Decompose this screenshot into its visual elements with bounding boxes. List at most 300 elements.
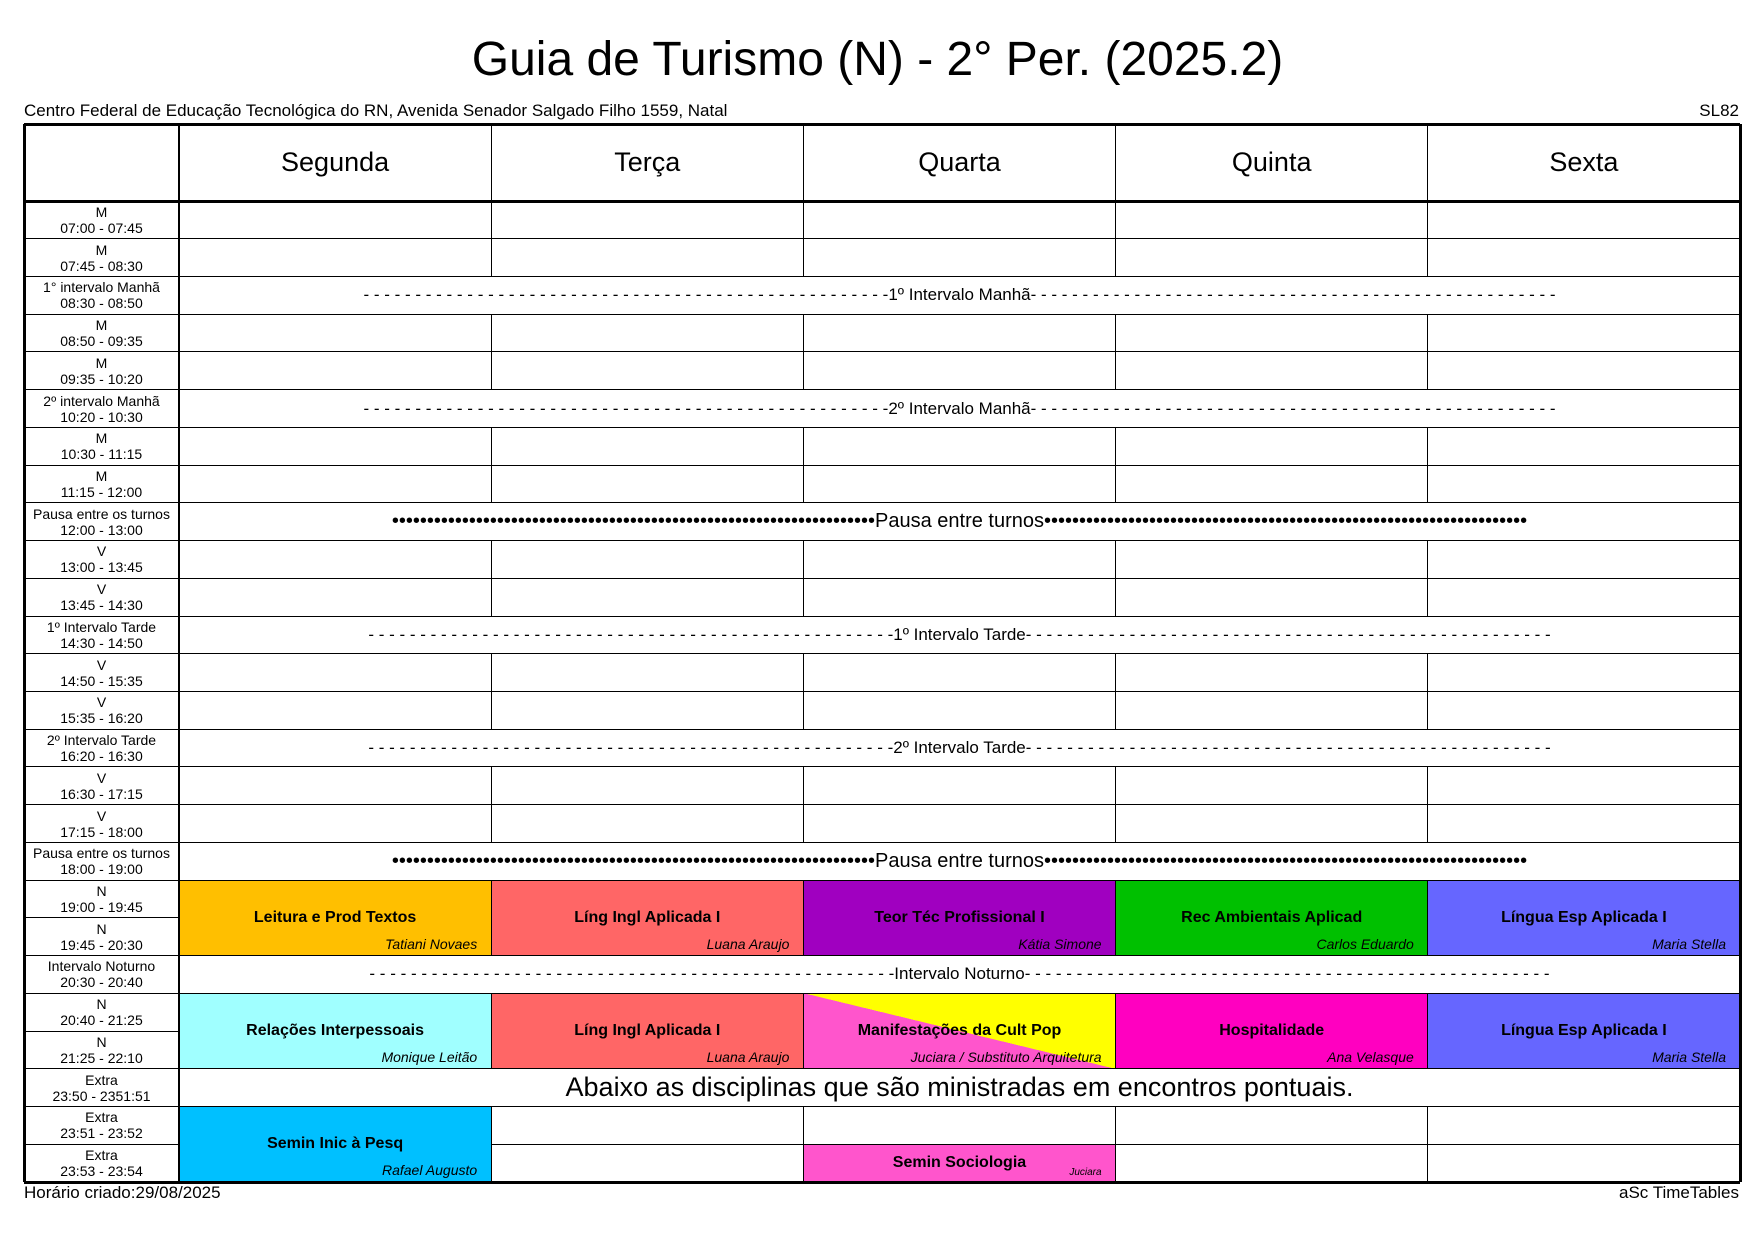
grid-line bbox=[1427, 767, 1428, 805]
day-header-3: Quinta bbox=[1231, 147, 1312, 177]
grid-line bbox=[1115, 1107, 1116, 1145]
dash-leader: - - - - - - - - - - - - - - - - - - - - - - - - - - - - - - - - - - - - - - - - - - - - - - - - - - - bbox=[369, 964, 895, 984]
grid-line bbox=[803, 691, 1115, 692]
lesson-teacher: Maria Stella bbox=[1652, 1048, 1726, 1065]
break-label: 2º Intervalo Tarde bbox=[893, 738, 1026, 758]
grid-line bbox=[491, 238, 803, 239]
grid-line bbox=[179, 238, 491, 239]
grid-line bbox=[803, 465, 1115, 466]
grid-line bbox=[1428, 578, 1740, 579]
grid-line bbox=[179, 276, 491, 277]
grid-line bbox=[1116, 653, 1428, 654]
period-time: 23:50 - 2351:51 bbox=[52, 1087, 151, 1104]
grid-line bbox=[1115, 993, 1116, 1031]
grid-line bbox=[1427, 1031, 1428, 1069]
break-row bbox=[179, 956, 1740, 994]
grid-line bbox=[1116, 880, 1428, 881]
period-time: 13:45 - 14:30 bbox=[60, 597, 143, 614]
grid-line bbox=[179, 842, 491, 843]
break-row bbox=[179, 390, 1740, 428]
grid-line bbox=[1427, 352, 1428, 390]
grid-line bbox=[1115, 654, 1116, 692]
grid-line bbox=[1427, 124, 1428, 201]
grid-line bbox=[1115, 767, 1116, 805]
lesson-subject: Semin Inic à Pesq bbox=[267, 1135, 404, 1153]
grid-line bbox=[24, 1068, 179, 1069]
grid-line bbox=[24, 993, 179, 994]
break-row bbox=[179, 729, 1740, 767]
grid-line bbox=[491, 578, 492, 616]
lesson-teacher: Luana Araujo bbox=[706, 1048, 790, 1065]
lesson-subject: Língua Esp Aplicada I bbox=[1501, 908, 1667, 926]
grid-line bbox=[24, 465, 179, 466]
grid-line bbox=[491, 389, 803, 390]
grid-line bbox=[1427, 692, 1428, 730]
grid-line bbox=[491, 502, 803, 503]
time-label bbox=[24, 541, 179, 579]
grid-line bbox=[803, 540, 1115, 541]
grid-line bbox=[179, 427, 491, 428]
grid-line bbox=[1427, 918, 1428, 956]
time-label bbox=[24, 805, 179, 843]
grid-line bbox=[1427, 578, 1428, 616]
grid-line bbox=[24, 955, 179, 956]
lesson-subject: Língua Esp Aplicada I bbox=[1501, 1022, 1667, 1040]
grid-line bbox=[1116, 389, 1428, 390]
grid-line bbox=[1115, 124, 1116, 201]
grid-line bbox=[803, 692, 804, 730]
time-label bbox=[24, 616, 179, 654]
period-time: 21:25 - 22:10 bbox=[60, 1049, 143, 1066]
period-name: N bbox=[96, 883, 107, 899]
grid-line bbox=[1428, 955, 1740, 956]
lesson-cell[interactable] bbox=[1428, 880, 1740, 955]
grid-line bbox=[1428, 540, 1740, 541]
extra-banner: Abaixo as disciplinas que são ministradas em encontros pontuais. bbox=[565, 1072, 1354, 1103]
break-row bbox=[179, 276, 1740, 314]
grid-line bbox=[1115, 352, 1116, 390]
grid-line bbox=[179, 1106, 491, 1107]
lesson-teacher: Tatiani Novaes bbox=[385, 935, 478, 952]
grid-line bbox=[803, 314, 1115, 315]
period-time: 19:45 - 20:30 bbox=[60, 936, 143, 953]
grid-line bbox=[1116, 1068, 1428, 1069]
grid-line bbox=[491, 880, 492, 918]
grid-line bbox=[1116, 842, 1428, 843]
grid-line bbox=[1115, 427, 1116, 465]
grid-line bbox=[24, 200, 1740, 203]
grid-line bbox=[24, 729, 179, 730]
grid-line bbox=[1116, 766, 1428, 767]
grid-line bbox=[1428, 653, 1740, 654]
lesson-cell[interactable] bbox=[491, 880, 803, 955]
grid-line bbox=[1427, 427, 1428, 465]
grid-line bbox=[24, 1144, 179, 1145]
lesson-cell[interactable] bbox=[803, 880, 1115, 955]
grid-line bbox=[1428, 351, 1740, 352]
grid-line bbox=[491, 465, 803, 466]
grid-line bbox=[179, 314, 491, 315]
grid-line bbox=[1115, 692, 1116, 730]
period-time: 08:50 - 09:35 bbox=[60, 333, 143, 350]
period-name: M bbox=[95, 203, 108, 220]
grid-line bbox=[491, 955, 803, 956]
period-time: 07:45 - 08:30 bbox=[60, 257, 143, 274]
grid-line bbox=[1428, 880, 1740, 881]
grid-line bbox=[178, 124, 180, 1182]
period-name: V bbox=[96, 656, 107, 673]
grid-line bbox=[1428, 616, 1740, 617]
lesson-subject: Líng Ingl Aplicada I bbox=[574, 1022, 721, 1040]
period-time: 12:00 - 13:00 bbox=[60, 521, 143, 538]
grid-line bbox=[803, 1106, 1115, 1107]
lesson-cell[interactable] bbox=[179, 993, 491, 1068]
grid-line bbox=[803, 766, 1115, 767]
grid-line bbox=[803, 993, 1115, 994]
dot-leader: ••••••••••••••••••••••••••••••••••••••••••••••••••••••••••••••••••••• bbox=[391, 849, 875, 872]
grid-line bbox=[803, 653, 1115, 654]
grid-line bbox=[24, 880, 179, 881]
period-name: Pausa entre os turnos bbox=[33, 845, 170, 862]
grid-line bbox=[491, 993, 803, 994]
grid-line bbox=[179, 729, 491, 730]
grid-line bbox=[179, 502, 491, 503]
lesson-teacher: Monique Leitão bbox=[381, 1048, 478, 1065]
grid-line bbox=[179, 616, 491, 617]
grid-line bbox=[24, 616, 179, 617]
time-label bbox=[24, 918, 179, 956]
period-time: 19:00 - 19:45 bbox=[60, 899, 143, 915]
grid-line bbox=[24, 804, 179, 805]
period-name: M bbox=[95, 354, 108, 371]
grid-line bbox=[1116, 691, 1428, 692]
grid-line bbox=[803, 880, 1115, 881]
grid-line bbox=[24, 502, 179, 503]
grid-line bbox=[1115, 314, 1116, 352]
grid-line bbox=[491, 201, 492, 239]
grid-line bbox=[803, 427, 804, 465]
time-label bbox=[24, 239, 179, 277]
grid-line bbox=[803, 578, 1115, 579]
grid-line bbox=[491, 993, 492, 1031]
dot-leader: ••••••••••••••••••••••••••••••••••••••••••••••••••••••••••••••••••••• bbox=[1044, 849, 1528, 872]
dash-leader: - - - - - - - - - - - - - - - - - - - - - - - - - - - - - - - - - - - - - - - - - - - - - - - - - - - bbox=[1025, 624, 1551, 644]
lesson-teacher: Ana Velasque bbox=[1327, 1048, 1414, 1065]
grid-line bbox=[491, 578, 803, 579]
grid-line bbox=[1116, 729, 1428, 730]
lesson-cell[interactable] bbox=[803, 1144, 1115, 1182]
grid-line bbox=[1427, 880, 1428, 918]
period-name: Extra bbox=[85, 1071, 118, 1088]
period-name: N bbox=[96, 996, 107, 1013]
grid-line bbox=[491, 767, 492, 805]
period-name: M bbox=[95, 467, 108, 484]
grid-line bbox=[1116, 1144, 1428, 1145]
grid-line bbox=[179, 465, 491, 466]
created-date: Horário criado:29/08/2025 bbox=[24, 1183, 221, 1202]
grid-line bbox=[24, 238, 179, 239]
lesson-teacher: Carlos Eduardo bbox=[1316, 935, 1414, 952]
period-name: 1º Intervalo Tarde bbox=[46, 618, 157, 635]
grid-line bbox=[23, 124, 26, 1182]
grid-line bbox=[491, 691, 803, 692]
dash-leader: - - - - - - - - - - - - - - - - - - - - - - - - - - - - - - - - - - - - - - - - - - - - - - - - - - - bbox=[363, 398, 889, 418]
grid-line bbox=[179, 389, 491, 390]
grid-line bbox=[803, 427, 1115, 428]
grid-line bbox=[803, 955, 1115, 956]
grid-line bbox=[803, 1144, 1115, 1145]
grid-line bbox=[24, 123, 1740, 126]
grid-line bbox=[24, 389, 179, 390]
grid-line bbox=[1116, 1106, 1428, 1107]
grid-line bbox=[179, 880, 491, 881]
grid-line bbox=[1116, 276, 1428, 277]
time-label bbox=[24, 654, 179, 692]
grid-line bbox=[1427, 541, 1428, 579]
time-label bbox=[24, 1107, 179, 1145]
period-time: 07:00 - 07:45 bbox=[60, 219, 143, 236]
lesson-cell[interactable] bbox=[1116, 880, 1428, 955]
dash-leader: - - - - - - - - - - - - - - - - - - - - - - - - - - - - - - - - - - - - - - - - - - - - - - - - - - - bbox=[1025, 738, 1551, 758]
grid-line bbox=[491, 427, 803, 428]
grid-line bbox=[1115, 918, 1116, 956]
lesson-cell[interactable] bbox=[803, 993, 1115, 1068]
grid-line bbox=[179, 1068, 491, 1069]
grid-line bbox=[491, 729, 803, 730]
grid-line bbox=[1116, 465, 1428, 466]
dash-leader: - - - - - - - - - - - - - - - - - - - - - - - - - - - - - - - - - - - - - - - - - - - - - - - - - - - bbox=[368, 624, 894, 644]
period-name: V bbox=[96, 807, 107, 824]
grid-line bbox=[1116, 804, 1428, 805]
grid-line bbox=[491, 351, 803, 352]
grid-line bbox=[1115, 201, 1116, 239]
pause-row bbox=[179, 842, 1740, 880]
grid-line bbox=[1116, 993, 1428, 994]
day-header-0: Segunda bbox=[281, 147, 390, 177]
lesson-cell[interactable] bbox=[1428, 993, 1740, 1068]
grid-line bbox=[1427, 654, 1428, 692]
time-label bbox=[24, 1031, 179, 1069]
grid-line bbox=[803, 1031, 804, 1069]
grid-line bbox=[803, 805, 804, 843]
dash-leader: - - - - - - - - - - - - - - - - - - - - - - - - - - - - - - - - - - - - - - - - - - - - - - - - - - - bbox=[368, 738, 894, 758]
day-header-4: Sexta bbox=[1549, 147, 1619, 177]
time-label bbox=[24, 1144, 179, 1182]
lesson-cell[interactable] bbox=[1116, 993, 1428, 1068]
period-name: V bbox=[96, 694, 107, 711]
grid-line bbox=[24, 351, 179, 352]
grid-line bbox=[803, 804, 1115, 805]
day-header-1: Terça bbox=[614, 147, 681, 177]
grid-line bbox=[491, 1144, 492, 1182]
grid-line bbox=[491, 880, 803, 881]
time-label bbox=[24, 993, 179, 1031]
period-name: Intervalo Noturno bbox=[47, 958, 156, 975]
grid-line bbox=[1428, 1144, 1740, 1145]
grid-line bbox=[1115, 805, 1116, 843]
period-time: 16:20 - 16:30 bbox=[60, 748, 143, 765]
grid-line bbox=[491, 540, 803, 541]
grid-line bbox=[491, 124, 492, 201]
grid-line bbox=[803, 465, 804, 503]
grid-line bbox=[491, 842, 803, 843]
time-label bbox=[24, 578, 179, 616]
grid-line bbox=[803, 314, 804, 352]
time-label bbox=[24, 201, 179, 239]
grid-line bbox=[1428, 465, 1740, 466]
lesson-teacher: Juciara bbox=[1069, 1166, 1102, 1178]
lesson-cell[interactable] bbox=[179, 880, 491, 955]
time-label bbox=[24, 427, 179, 465]
grid-line bbox=[803, 239, 804, 277]
grid-line bbox=[491, 541, 492, 579]
grid-line bbox=[24, 314, 179, 315]
time-label bbox=[24, 465, 179, 503]
lesson-cell[interactable] bbox=[491, 993, 803, 1068]
grid-line bbox=[803, 729, 1115, 730]
grid-line bbox=[24, 691, 179, 692]
grid-line bbox=[803, 541, 804, 579]
period-name: M bbox=[95, 317, 108, 334]
lesson-subject: Leitura e Prod Textos bbox=[253, 908, 417, 926]
grid-line bbox=[179, 766, 491, 767]
break-label: 1º Intervalo Manhã bbox=[888, 285, 1031, 305]
grid-line bbox=[803, 502, 1115, 503]
grid-line bbox=[1428, 427, 1740, 428]
period-time: 11:15 - 12:00 bbox=[60, 483, 143, 500]
grid-line bbox=[491, 1031, 492, 1069]
grid-line bbox=[491, 654, 492, 692]
time-label bbox=[24, 314, 179, 352]
grid-line bbox=[1116, 314, 1428, 315]
grid-line bbox=[179, 351, 491, 352]
period-time: 16:30 - 17:15 bbox=[60, 785, 143, 802]
grid-line bbox=[1116, 955, 1428, 956]
period-time: 09:35 - 10:20 bbox=[60, 370, 143, 387]
grid-line bbox=[24, 842, 179, 843]
grid-line bbox=[491, 314, 803, 315]
dot-leader: ••••••••••••••••••••••••••••••••••••••••••••••••••••••••••••••••••••• bbox=[391, 510, 875, 533]
period-time: 17:15 - 18:00 bbox=[60, 823, 143, 840]
period-time: 13:00 - 13:45 bbox=[60, 559, 143, 576]
grid-line bbox=[803, 1107, 804, 1145]
period-name: V bbox=[96, 581, 107, 598]
grid-line bbox=[24, 276, 179, 277]
period-time: 20:30 - 20:40 bbox=[60, 974, 143, 991]
grid-line bbox=[803, 616, 1115, 617]
pause-label: Pausa entre turnos bbox=[875, 510, 1044, 533]
dot-leader: ••••••••••••••••••••••••••••••••••••••••••••••••••••••••••••••••••••• bbox=[1044, 510, 1528, 533]
grid-line bbox=[1116, 238, 1428, 239]
break-label: Intervalo Noturno bbox=[894, 964, 1025, 984]
time-label bbox=[24, 880, 179, 918]
grid-line bbox=[1115, 880, 1116, 918]
grid-line bbox=[24, 653, 179, 654]
lesson-teacher: Kátia Simone bbox=[1018, 935, 1102, 952]
time-label bbox=[24, 503, 179, 541]
period-name: Pausa entre os turnos bbox=[33, 505, 170, 522]
period-name: 2º Intervalo Tarde bbox=[46, 732, 157, 749]
grid-line bbox=[179, 804, 491, 805]
period-name: V bbox=[96, 769, 107, 786]
grid-line bbox=[803, 767, 804, 805]
period-time: 15:35 - 16:20 bbox=[60, 710, 143, 727]
grid-line bbox=[491, 653, 803, 654]
grid-line bbox=[179, 578, 491, 579]
period-name: M bbox=[95, 241, 108, 258]
grid-line bbox=[491, 427, 492, 465]
page-title: Guia de Turismo (N) - 2° Per. (2025.2) bbox=[471, 33, 1284, 86]
lesson-cell[interactable] bbox=[179, 1107, 491, 1182]
grid-line bbox=[491, 465, 492, 503]
grid-line bbox=[803, 880, 804, 918]
grid-line bbox=[803, 276, 1115, 277]
grid-line bbox=[1427, 805, 1428, 843]
break-row bbox=[179, 616, 1740, 654]
period-time: 14:50 - 15:35 bbox=[60, 672, 143, 689]
period-name: 1° intervalo Manhã bbox=[43, 279, 160, 296]
room-code: SL82 bbox=[1699, 101, 1739, 120]
time-label bbox=[24, 390, 179, 428]
period-time: 08:30 - 08:50 bbox=[60, 295, 143, 312]
grid-line bbox=[803, 1068, 1115, 1069]
grid-line bbox=[1427, 239, 1428, 277]
grid-line bbox=[1428, 314, 1740, 315]
grid-line bbox=[1427, 1144, 1428, 1182]
grid-line bbox=[1428, 502, 1740, 503]
grid-line bbox=[24, 1181, 1740, 1184]
grid-line bbox=[24, 427, 179, 428]
time-label bbox=[24, 956, 179, 994]
grid-line bbox=[803, 201, 804, 239]
timetable-grid bbox=[24, 124, 1740, 1182]
grid-line bbox=[1116, 540, 1428, 541]
grid-line bbox=[1427, 465, 1428, 503]
grid-line bbox=[803, 918, 804, 956]
grid-line bbox=[491, 1068, 803, 1069]
grid-line bbox=[24, 766, 179, 767]
grid-line bbox=[1116, 616, 1428, 617]
time-label bbox=[24, 842, 179, 880]
grid-line bbox=[491, 1144, 803, 1145]
grid-line bbox=[491, 616, 803, 617]
school-address: Centro Federal de Educação Tecnológica do RN, Avenida Senador Salgado Filho 1559, Natal bbox=[24, 101, 728, 120]
grid-line bbox=[803, 124, 804, 201]
period-name: V bbox=[96, 543, 107, 560]
grid-line bbox=[803, 842, 1115, 843]
grid-line bbox=[491, 805, 492, 843]
lesson-subject: Hospitalidade bbox=[1219, 1022, 1325, 1040]
lesson-teacher: Juciara / Substituto Arquitetura bbox=[910, 1048, 1102, 1065]
time-label bbox=[24, 767, 179, 805]
grid-line bbox=[1115, 541, 1116, 579]
break-label: 1º Intervalo Tarde bbox=[893, 624, 1026, 644]
grid-line bbox=[1115, 578, 1116, 616]
break-label: 2º Intervalo Manhã bbox=[888, 398, 1031, 418]
time-label bbox=[24, 692, 179, 730]
time-label bbox=[24, 276, 179, 314]
grid-line bbox=[1428, 729, 1740, 730]
period-time: 18:00 - 19:00 bbox=[60, 861, 143, 878]
grid-line bbox=[179, 993, 491, 994]
period-time: 23:51 - 23:52 bbox=[60, 1125, 143, 1142]
grid-line bbox=[24, 917, 179, 918]
grid-line bbox=[1115, 465, 1116, 503]
grid-line bbox=[179, 955, 491, 956]
grid-line bbox=[1427, 314, 1428, 352]
dash-leader: - - - - - - - - - - - - - - - - - - - - - - - - - - - - - - - - - - - - - - - - - - - - - - - - - - - bbox=[1030, 398, 1556, 418]
grid-line bbox=[1115, 239, 1116, 277]
